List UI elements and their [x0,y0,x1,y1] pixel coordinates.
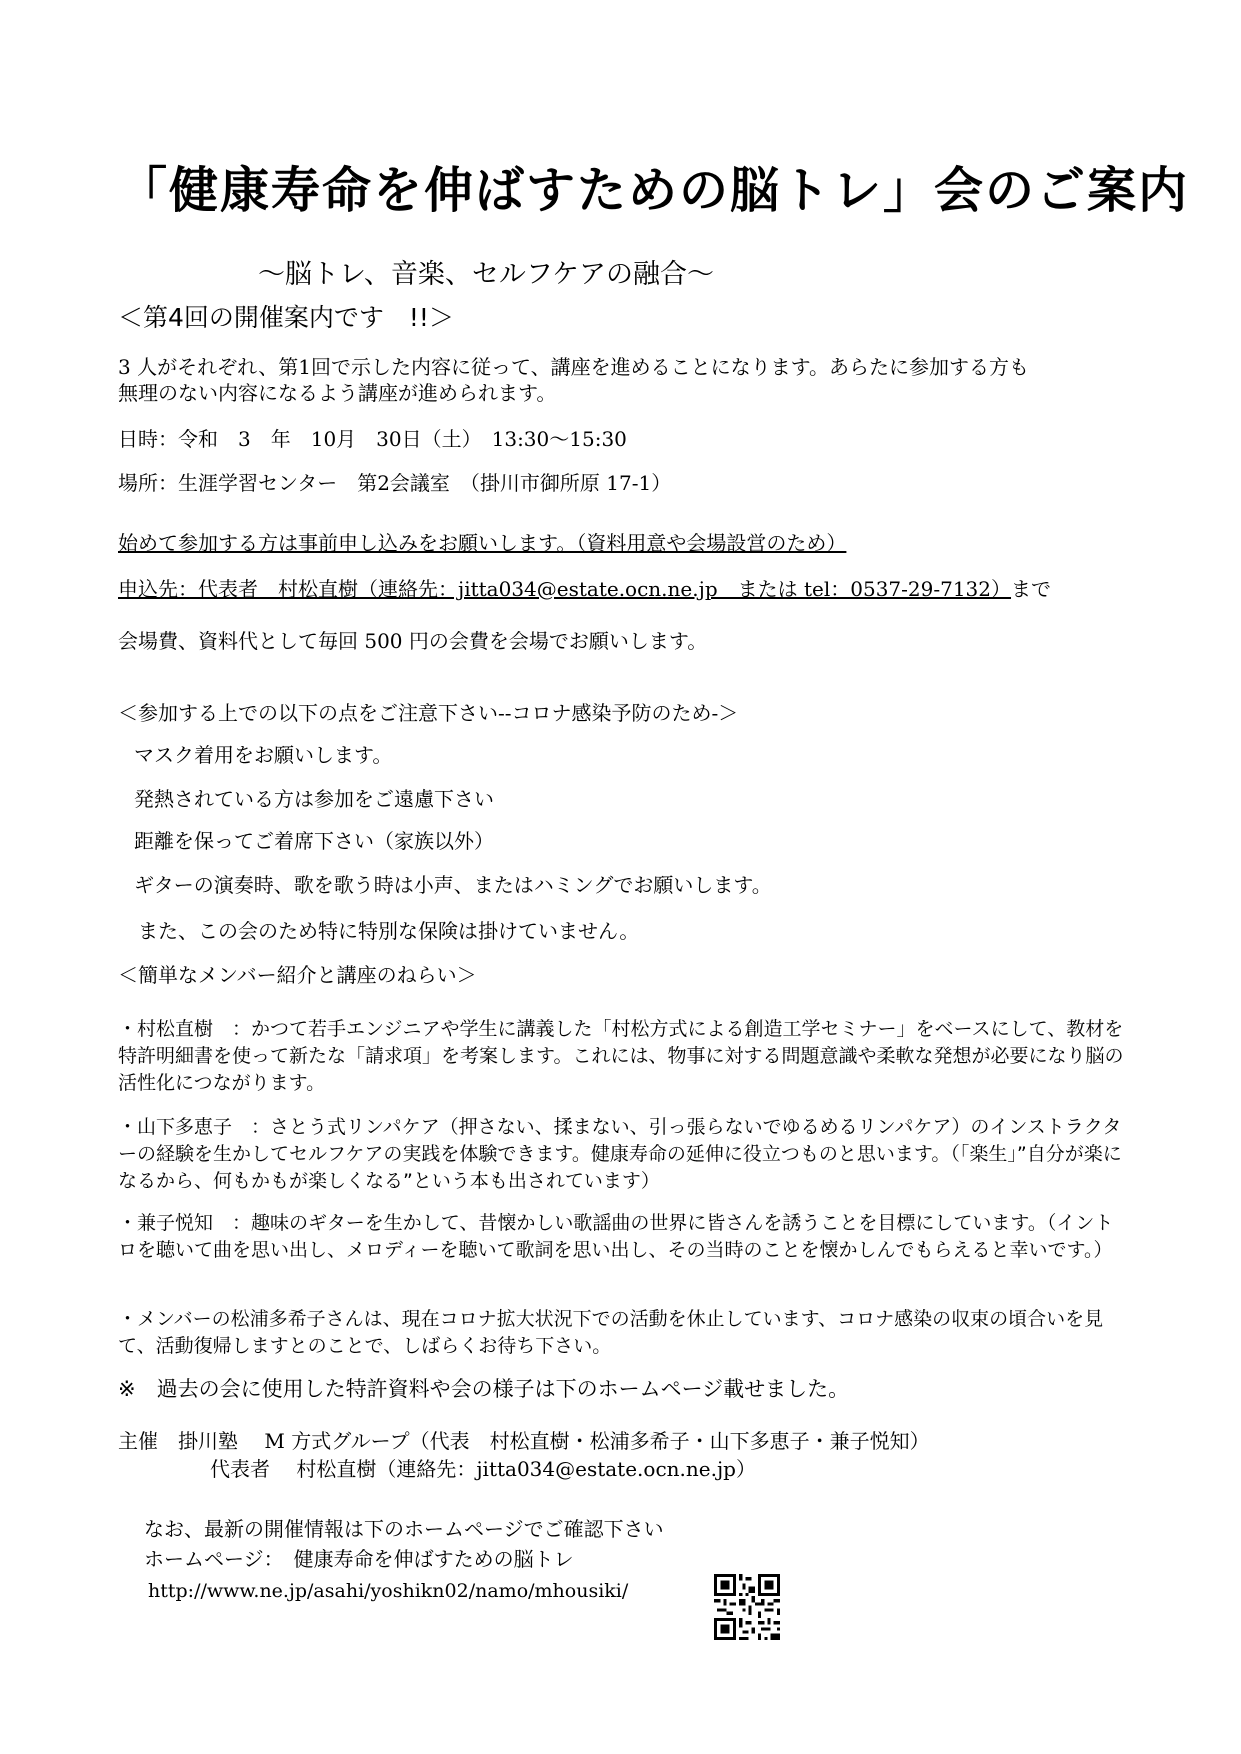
member-intro: ・兼子悦知 ：趣味のギターを生かして、昔懐かしい歌謡曲の世界に皆さんを誘うことを目標にしています。（イントロを聴いて曲を思い出し、メロディーを聴いて歌詞を思い出し、その当時のことを懐かしんでもらえると幸いです。） [118,1212,1114,1261]
session-heading: ＜第4回の開催案内です !!＞ [118,303,454,332]
member-intro: ・メンバーの松浦多希子さんは、現在コロナ拡大状況下での活動を休止しています、コロナ感染の収束の頃合いを見て、活動復帰しますとのことで、しばらくお待ち下さい。 [118,1308,1104,1357]
precaution-item: また、この会のため特に特別な保険は掛けていません。 [138,919,640,943]
qr-code-icon [714,1574,780,1640]
event-place: 場所：生涯学習センター 第2会議室 （掛川市御所原 17-1） [118,471,672,495]
homepage-label: ホームページ： 健康寿命を伸ばすための脳トレ [144,1547,574,1571]
fee-notice: 会場費、資料代として毎回 500 円の会費を会場でお願いします。 [118,629,708,653]
subtitle: ～脳トレ、音楽、セルフケアの融合～ [258,259,715,290]
precaution-item: 発熱されている方は参加をご遠慮下さい [134,787,494,811]
event-datetime: 日時：令和 3 年 10月 30日（土） 13:30～15:30 [118,427,627,451]
contact-line [118,576,1051,602]
contact-info: 申込先：代表者 村松直樹（連絡先：jitta034@estate.ocn.ne.jp または tel：0537-29-7132） [118,577,1012,601]
page-title: 「健康寿命を伸ばすための脳トレ」会のご案内 [118,161,1190,219]
registration-notice: 始めて参加する方は事前申し込みをお願いします。（資料用意や会場設営のため） [118,531,847,555]
organizer: 主催 掛川塾 M 方式グループ（代表 村松直樹・松浦多希子・山下多恵子・兼子悦知） [118,1429,930,1453]
latest-info-note: なお、最新の開催情報は下のホームページでご確認下さい [144,1517,664,1541]
homepage-url[interactable]: http://www.ne.jp/asahi/yoshikn02/namo/mhousiki/ [148,1580,629,1602]
precaution-item: マスク着用をお願いします。 [134,743,393,767]
precaution-item: 距離を保ってご着席下さい（家族以外） [134,829,494,853]
member-intro: ・村松直樹 ：かつて若手エンジニアや学生に講義した「村松方式による創造工学セミナー」をベースにして、教材を特許明細書を使って新たな「請求項」を考案します。これには、物事に対する問題意識や柔軟な発想が必要になり脳の活性化につながります。 [118,1018,1124,1094]
precautions-heading: ＜参加する上での以下の点をご注意下さい--コロナ感染予防のため-＞ [118,701,739,725]
intro-line-2: 無理のない内容になるよう講座が進められます。 [118,381,557,405]
intro-line-1: 3 人がそれぞれ、第1回で示した内容に従って、講座を進めることになります。あらたに参加する方も [118,355,1030,379]
contact-suffix: まで [1011,577,1052,601]
precaution-item: ギターの演奏時、歌を歌う時は小声、またはハミングでお願いします。 [134,873,772,897]
representative: 代表者 村松直樹（連絡先：jitta034@estate.ocn.ne.jp） [210,1457,756,1481]
members-heading: ＜簡単なメンバー紹介と講座のねらい＞ [118,963,477,987]
homepage-note: ※ 過去の会に使用した特許資料や会の様子は下のホームページ載せました。 [118,1377,850,1401]
member-intro: ・山下多恵子 ：さとう式リンパケア（押さない、揉まない、引っ張らないでゆるめるリンパケア）のインストラクターの経験を生かしてセルフケアの実践を体験できます。健康寿命の延伸に役立つものと思います。（「楽生」”自分が楽になるから、何もかもが楽しくなる”という本も出されています） [118,1116,1122,1192]
